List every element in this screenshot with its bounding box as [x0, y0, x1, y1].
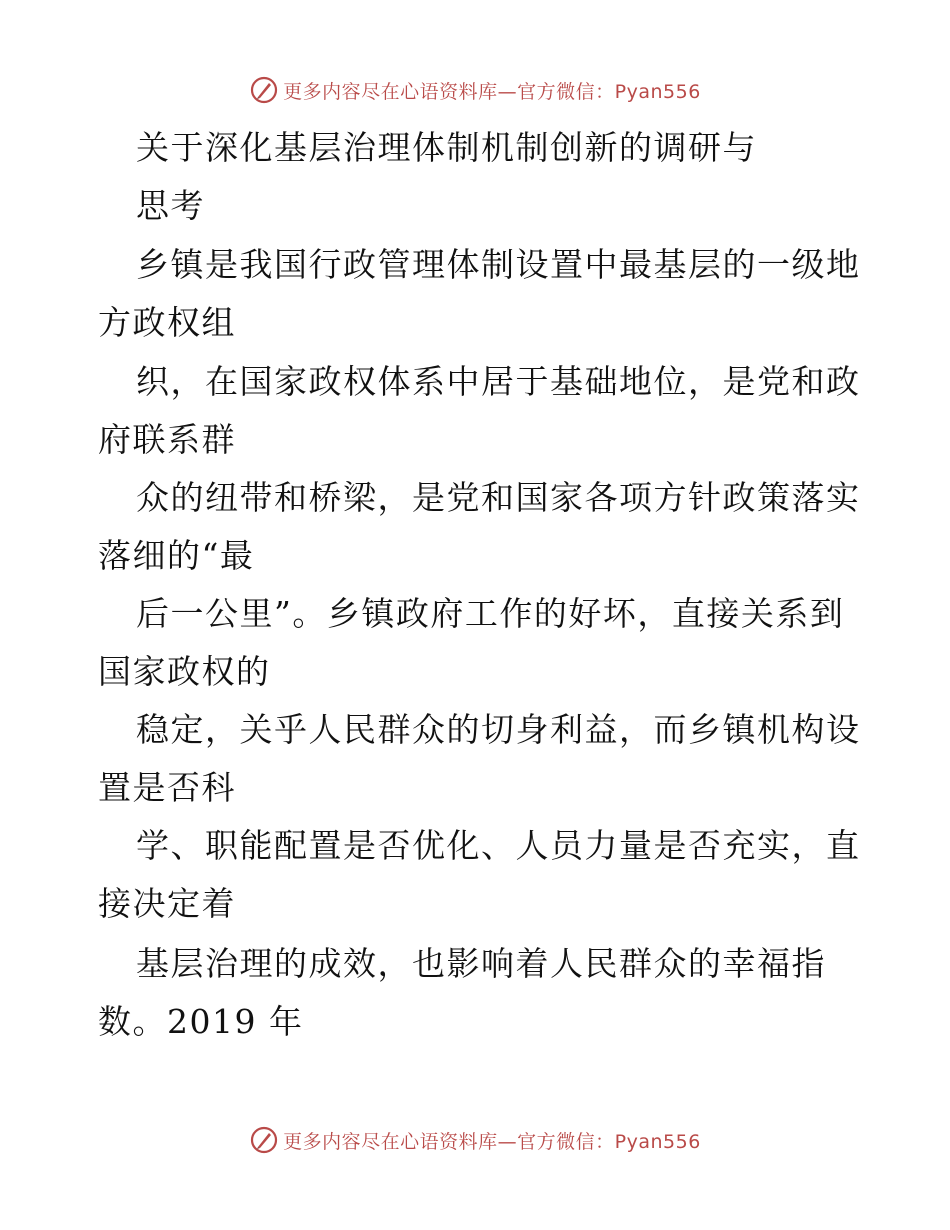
header-banner-text: 更多内容尽在心语资料库—官方微信：Pyan556: [283, 80, 701, 103]
doc-text-line: 置是否科: [98, 768, 236, 807]
doc-text-line: 数。2019 年: [98, 1002, 304, 1041]
doc-text-line: 基层治理的成效，也影响着人民群众的幸福指: [136, 944, 826, 983]
quill-logo-icon: [249, 75, 279, 105]
header-banner: [0, 70, 950, 110]
doc-text-line: 接决定着: [98, 884, 236, 923]
doc-text-line: 方政权组: [98, 303, 236, 342]
doc-text-line: 府联系群: [98, 420, 236, 459]
footer-banner: [0, 1120, 950, 1160]
doc-text-line: 稳定，关乎人民群众的切身利益，而乡镇机构设: [136, 710, 861, 749]
doc-title-line-1: 关于深化基层治理体制机制创新的调研与: [136, 128, 757, 167]
quill-logo-icon: [249, 1125, 279, 1155]
doc-text-line: 众的纽带和桥梁，是党和国家各项方针政策落实: [136, 478, 861, 517]
doc-text-line: 后一公里”。乡镇政府工作的好坏，直接关系到: [136, 594, 845, 633]
doc-text-line: 落细的“最: [98, 536, 255, 575]
doc-text-line: 学、职能配置是否优化、人员力量是否充实，直: [136, 826, 861, 865]
doc-text-line: 乡镇是我国行政管理体制设置中最基层的一级地: [136, 245, 861, 284]
footer-banner-text: 更多内容尽在心语资料库—官方微信：Pyan556: [283, 1130, 701, 1153]
doc-title-line-2: 思考: [136, 186, 205, 225]
doc-text-line: 织，在国家政权体系中居于基础地位，是党和政: [136, 362, 861, 401]
doc-text-line: 国家政权的: [98, 652, 271, 691]
